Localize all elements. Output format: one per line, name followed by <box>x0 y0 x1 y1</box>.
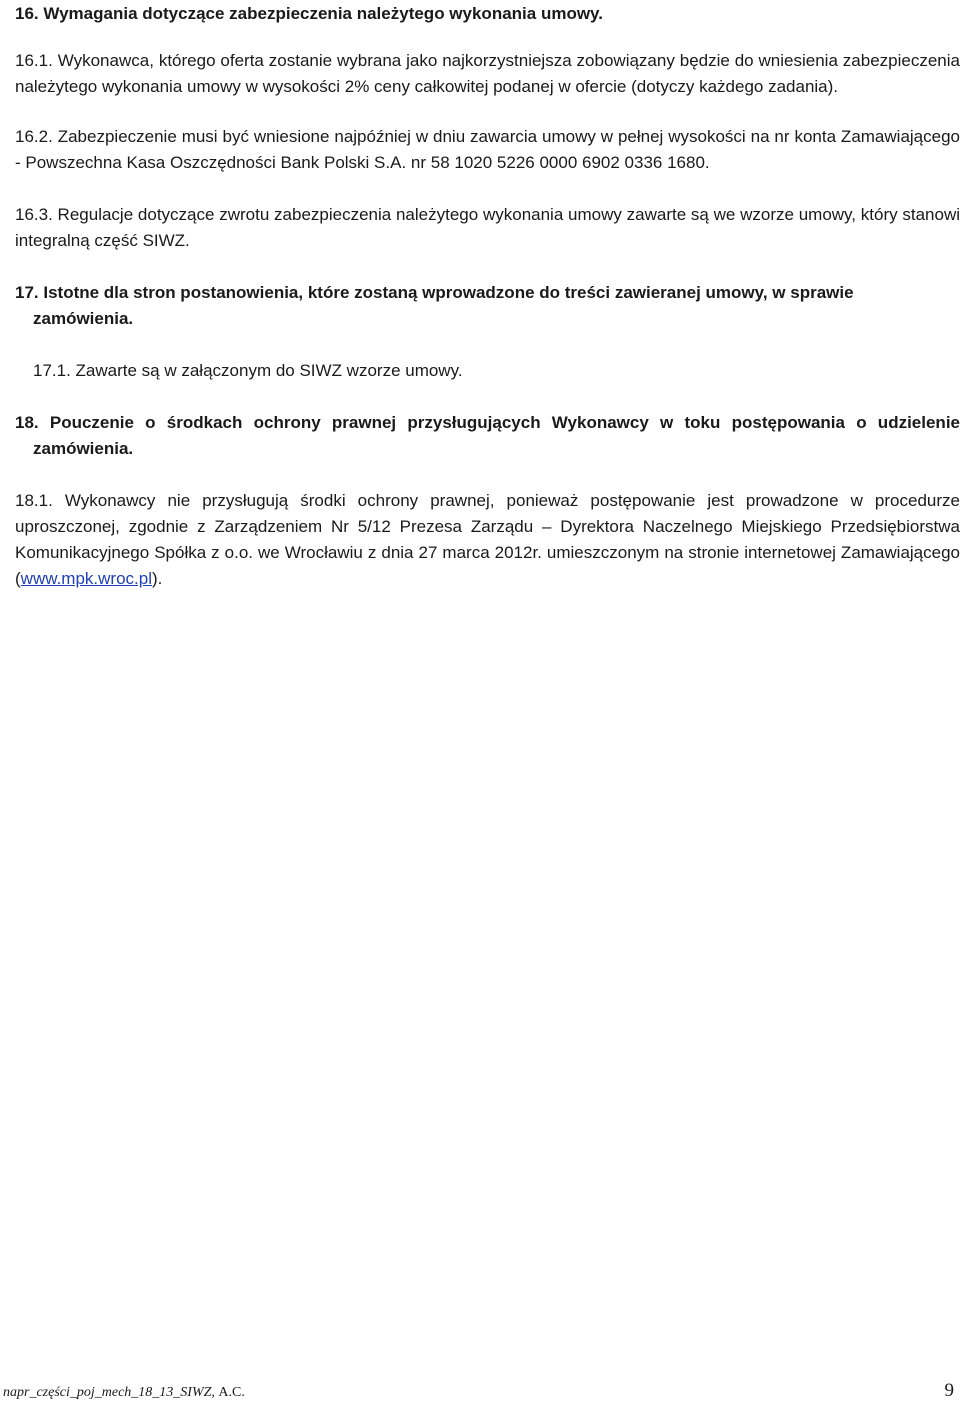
section-18-heading-line1: 18. Pouczenie o środkach ochrony prawnej przysługujących Wykonawcy w toku postępowania o udzielenie <box>15 413 960 432</box>
section-17-heading <box>15 280 960 332</box>
paragraph-18-1-end: ). <box>151 569 163 588</box>
page-footer <box>3 1380 958 1402</box>
section-18-heading-line2: zamówienia. <box>33 439 134 458</box>
section-17-heading-line2: zamówienia. <box>33 309 134 328</box>
paragraph-17-1: 17.1. Zawarte są w załączonym do SIWZ wzorze umowy. <box>33 361 463 380</box>
paragraph-16-2: 16.2. Zabezpieczenie musi być wniesione najpóźniej w dniu zawarcia umowy w pełnej wysokości na nr konta Zamawiającego - Powszechna Kasa Oszczędności Bank Polski S.A. nr 58 1020 5226 0000 6902 0336 1680. <box>15 127 960 172</box>
section-16-heading: 16. Wymagania dotyczące zabezpieczenia należytego wykonania umowy. <box>15 4 603 23</box>
paragraph-16-1: 16.1. Wykonawca, którego oferta zostanie wybrana jako najkorzystniejsza zobowiązany będzie do wniesienia zabezpieczenia należytego wykonania umowy w wysokości 2% ceny całkowitej podanej w ofercie (dotyczy każdego zadania). <box>15 51 960 96</box>
footer-initials: A.C. <box>218 1385 245 1400</box>
document-page <box>15 0 960 592</box>
section-18-heading <box>15 410 960 462</box>
page-number: 9 <box>944 1380 954 1401</box>
paragraph-18-1 <box>15 488 960 592</box>
section-17-heading-line1: 17. Istotne dla stron postanowienia, które zostaną wprowadzone do treści zawieranej umowy, w sprawie <box>15 283 854 302</box>
footer-doc-name: napr_części_poj_mech_18_13_SIWZ, <box>3 1385 215 1400</box>
paragraph-18-1-text: 18.1. Wykonawcy nie przysługują środki ochrony prawnej, ponieważ postępowanie jest prowadzone w procedurze uproszczonej, zgodnie z Zarządzeniem Nr 5/12 Prezesa Zarządu – Dyrektora Naczelnego Miejskiego Przedsiębiorstwa Komunikacyjnego Spółka z o.o. we Wrocławiu z dnia 27 marca 2012r. umieszczonym na stronie internetowej Zamawiającego ( <box>15 491 960 588</box>
paragraph-16-3: 16.3. Regulacje dotyczące zwrotu zabezpieczenia należytego wykonania umowy zawarte są we wzorze umowy, który stanowi integralną część SIWZ. <box>15 205 960 250</box>
mpk-website-link[interactable]: www.mpk.wroc.pl <box>20 569 152 588</box>
